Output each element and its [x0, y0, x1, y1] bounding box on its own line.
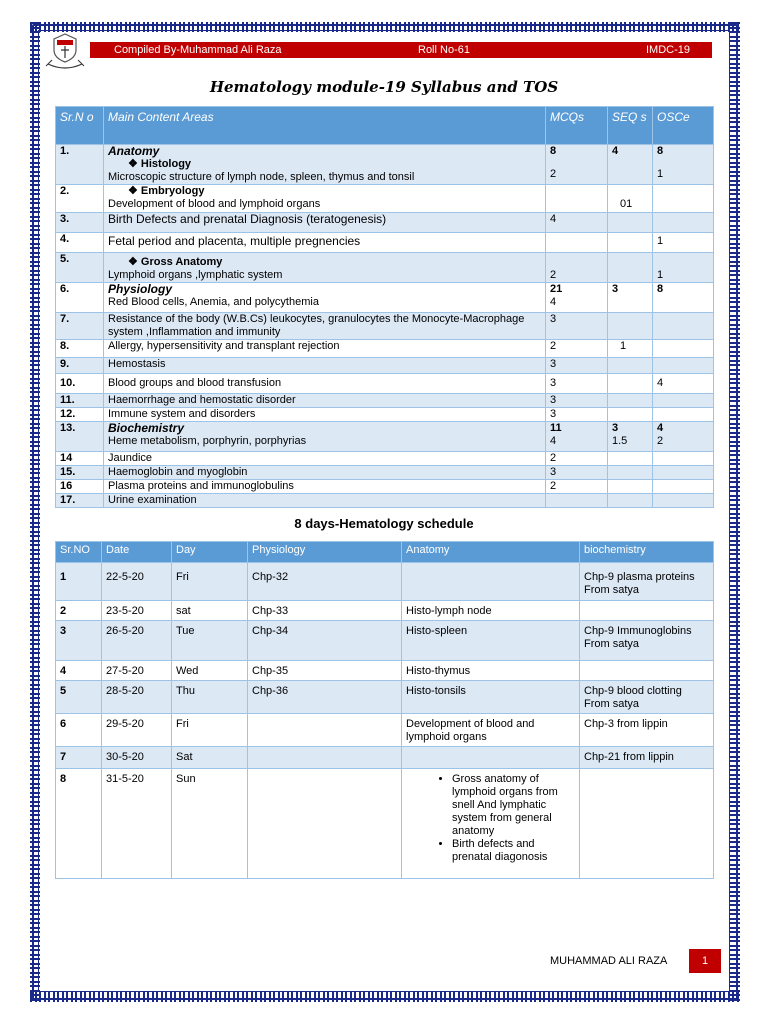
- physiology-cell: [248, 769, 402, 879]
- sr-cell: 2: [56, 601, 102, 621]
- table-row: [56, 185, 714, 213]
- tos-col-sr: Sr.N o: [56, 107, 104, 145]
- day-cell: Fri: [172, 714, 248, 747]
- tos-col-osce: OSCe: [653, 107, 714, 145]
- mcq-cell: 21 4: [546, 283, 608, 313]
- osce-cell: 4 2: [653, 422, 714, 452]
- table-row: [56, 340, 714, 358]
- biochemistry-cell: [580, 661, 714, 681]
- seq-cell: 1: [608, 340, 653, 358]
- border-chain-left: [30, 22, 40, 1002]
- mcq-cell: 3: [546, 374, 608, 394]
- mcq-cell: [546, 233, 608, 253]
- sr-cell: 4: [56, 661, 102, 681]
- physiology-cell: Chp-35: [248, 661, 402, 681]
- footer-author: MUHAMMAD ALI RAZA: [550, 955, 668, 967]
- mcq-cell: [546, 494, 608, 508]
- table-row: [56, 714, 714, 747]
- sr-cell: 3.: [56, 213, 104, 233]
- seq-cell: [608, 480, 653, 494]
- osce-cell: [653, 408, 714, 422]
- physiology-cell: [248, 714, 402, 747]
- date-cell: 30-5-20: [102, 747, 172, 769]
- sched-col-date: Date: [102, 542, 172, 563]
- mcq-cell: 2: [546, 452, 608, 466]
- content-cell: Fetal period and placenta, multiple pregnencies: [104, 233, 546, 253]
- mcq-cell: 4: [546, 213, 608, 233]
- date-cell: 26-5-20: [102, 621, 172, 661]
- mcq-cell: 11 4: [546, 422, 608, 452]
- content-cell: Haemorrhage and hemostatic disorder: [104, 394, 546, 408]
- mcq-cell: 2: [546, 253, 608, 283]
- table-row: [56, 452, 714, 466]
- day-cell: Thu: [172, 681, 248, 714]
- sr-cell: 8: [56, 769, 102, 879]
- table-row: [56, 747, 714, 769]
- physiology-cell: Chp-34: [248, 621, 402, 661]
- tos-col-mcqs: MCQs: [546, 107, 608, 145]
- table-row: [56, 480, 714, 494]
- day-cell: Sun: [172, 769, 248, 879]
- content-cell: Jaundice: [104, 452, 546, 466]
- sr-cell: 13.: [56, 422, 104, 452]
- content-text: Microscopic structure of lymph node, spleen, thymus and tonsil: [108, 171, 415, 183]
- mcq-cell: 2: [546, 480, 608, 494]
- sr-cell: 5: [56, 681, 102, 714]
- content-text: Red Blood cells, Anemia, and polycythemia: [108, 296, 319, 308]
- mcq-cell: 3: [546, 358, 608, 374]
- day-cell: Fri: [172, 563, 248, 601]
- seq-cell: [608, 394, 653, 408]
- table-row: [56, 394, 714, 408]
- physiology-cell: Chp-32: [248, 563, 402, 601]
- tos-table: [55, 106, 714, 508]
- compiled-by: Compiled By-Muhammad Ali Raza: [114, 44, 282, 56]
- osce-cell: [653, 494, 714, 508]
- osce-cell: [653, 358, 714, 374]
- seq-cell: 3 1.5: [608, 422, 653, 452]
- seq-cell: [608, 213, 653, 233]
- date-cell: 28-5-20: [102, 681, 172, 714]
- seq-cell: 3: [608, 283, 653, 313]
- schedule-table: [55, 541, 714, 879]
- table-row: [56, 466, 714, 480]
- date-cell: 23-5-20: [102, 601, 172, 621]
- table-row: [56, 494, 714, 508]
- anatomy-cell: Histo-spleen: [402, 621, 580, 661]
- roll-no: Roll No-61: [418, 44, 470, 56]
- section-heading: Anatomy: [108, 144, 160, 158]
- table-row: [56, 422, 714, 452]
- subsection-heading: ❖ Embryology: [128, 185, 205, 197]
- content-cell: Blood groups and blood transfusion: [104, 374, 546, 394]
- table-row: [56, 145, 714, 185]
- osce-cell: [653, 452, 714, 466]
- content-cell: Urine examination: [104, 494, 546, 508]
- section-heading: Biochemistry: [108, 421, 185, 435]
- content-cell: [104, 185, 546, 213]
- content-cell: Haemoglobin and myoglobin: [104, 466, 546, 480]
- diamond-bullet-icon: ❖: [128, 158, 141, 170]
- anatomy-cell: Development of blood and lymphoid organs: [402, 714, 580, 747]
- sched-col-sr: Sr.NO: [56, 542, 102, 563]
- biochemistry-cell: Chp-9 Immunoglobins From satya: [580, 621, 714, 661]
- sr-cell: 10.: [56, 374, 104, 394]
- seq-cell: [608, 358, 653, 374]
- anatomy-cell: Histo-tonsils: [402, 681, 580, 714]
- schedule-title: 8 days-Hematology schedule: [294, 516, 474, 531]
- table-row: [56, 661, 714, 681]
- sr-cell: 14: [56, 452, 104, 466]
- sched-col-anatomy: Anatomy: [402, 542, 580, 563]
- table-row: [56, 213, 714, 233]
- border-chain-top: [30, 22, 740, 32]
- date-cell: 31-5-20: [102, 769, 172, 879]
- sr-cell: 16: [56, 480, 104, 494]
- table-row: [56, 408, 714, 422]
- table-row: [56, 769, 714, 879]
- osce-cell: [653, 313, 714, 340]
- sr-cell: 6.: [56, 283, 104, 313]
- mcq-cell: 3: [546, 313, 608, 340]
- content-text: Development of blood and lymphoid organs: [108, 198, 321, 210]
- date-cell: 29-5-20: [102, 714, 172, 747]
- anatomy-cell: [402, 563, 580, 601]
- table-row: [56, 374, 714, 394]
- osce-cell: 1: [653, 233, 714, 253]
- anatomy-cell: [402, 747, 580, 769]
- table-row: [56, 601, 714, 621]
- anatomy-cell: Histo-lymph node: [402, 601, 580, 621]
- day-cell: Wed: [172, 661, 248, 681]
- sr-cell: 7: [56, 747, 102, 769]
- schedule-header-row: [56, 542, 714, 563]
- sr-cell: 6: [56, 714, 102, 747]
- batch-label: IMDC-19: [646, 44, 691, 56]
- seq-cell: [608, 408, 653, 422]
- content-cell: [104, 253, 546, 283]
- osce-cell: [653, 340, 714, 358]
- header-bar: [90, 42, 712, 58]
- mcq-cell: 3: [546, 408, 608, 422]
- seq-cell: [608, 313, 653, 340]
- biochemistry-cell: [580, 769, 714, 879]
- table-row: [56, 358, 714, 374]
- seq-cell: [608, 374, 653, 394]
- sr-cell: 11.: [56, 394, 104, 408]
- sr-cell: 5.: [56, 253, 104, 283]
- physiology-cell: [248, 747, 402, 769]
- content-cell: Plasma proteins and immunoglobulins: [104, 480, 546, 494]
- table-row: [56, 621, 714, 661]
- day-cell: Tue: [172, 621, 248, 661]
- osce-cell: [653, 466, 714, 480]
- sr-cell: 9.: [56, 358, 104, 374]
- table-row: [56, 233, 714, 253]
- tos-col-content: Main Content Areas: [104, 107, 546, 145]
- table-row: [56, 313, 714, 340]
- diamond-bullet-icon: ❖: [128, 185, 141, 197]
- sched-col-biochemistry: biochemistry: [580, 542, 714, 563]
- osce-cell: [653, 480, 714, 494]
- sr-cell: 12.: [56, 408, 104, 422]
- osce-cell: 8 1: [653, 145, 714, 185]
- mcq-cell: 3: [546, 394, 608, 408]
- physiology-cell: Chp-33: [248, 601, 402, 621]
- subsection-heading: ❖ Gross Anatomy: [128, 256, 223, 268]
- seq-cell: [608, 494, 653, 508]
- table-row: [56, 253, 714, 283]
- mcq-cell: 2: [546, 340, 608, 358]
- mcq-cell: 3: [546, 466, 608, 480]
- content-cell: Hemostasis: [104, 358, 546, 374]
- content-cell: Allergy, hypersensitivity and transplant rejection: [104, 340, 546, 358]
- physiology-cell: Chp-36: [248, 681, 402, 714]
- college-logo-icon: [42, 30, 88, 72]
- osce-cell: [653, 394, 714, 408]
- biochemistry-cell: Chp-21 from lippin: [580, 747, 714, 769]
- diamond-bullet-icon: ❖: [128, 256, 141, 268]
- anatomy-cell: Histo-thymus: [402, 661, 580, 681]
- table-row: [56, 681, 714, 714]
- biochemistry-cell: Chp-9 blood clotting From satya: [580, 681, 714, 714]
- sr-cell: 1.: [56, 145, 104, 185]
- content-cell: [104, 283, 546, 313]
- seq-cell: [608, 466, 653, 480]
- mcq-cell: 8 2: [546, 145, 608, 185]
- content-text: Heme metabolism, porphyrin, porphyrias: [108, 435, 307, 447]
- page-title: Hematology module-19 Syllabus and TOS: [209, 78, 559, 96]
- border-chain-bottom: [30, 992, 740, 1002]
- sr-cell: 8.: [56, 340, 104, 358]
- section-heading: Physiology: [108, 282, 173, 296]
- page-number: 1: [689, 949, 721, 973]
- osce-cell: 8: [653, 283, 714, 313]
- table-row: [56, 283, 714, 313]
- sr-cell: 4.: [56, 233, 104, 253]
- content-text: Lymphoid organs ,lymphatic system: [108, 269, 283, 281]
- seq-cell: 01: [608, 185, 653, 213]
- anatomy-list: [406, 773, 575, 864]
- seq-cell: [608, 253, 653, 283]
- content-cell: [104, 422, 546, 452]
- content-cell: Immune system and disorders: [104, 408, 546, 422]
- table-row: [56, 563, 714, 601]
- day-cell: sat: [172, 601, 248, 621]
- mcq-cell: [546, 185, 608, 213]
- tos-col-seqs: SEQ s: [608, 107, 653, 145]
- sched-col-day: Day: [172, 542, 248, 563]
- seq-cell: [608, 233, 653, 253]
- osce-cell: 1: [653, 253, 714, 283]
- content-cell: Birth Defects and prenatal Diagnosis (teratogenesis): [104, 213, 546, 233]
- date-cell: 27-5-20: [102, 661, 172, 681]
- list-item: • Birth defects and prenatal diagonosis: [452, 838, 575, 864]
- subsection-heading: ❖ Histology: [128, 158, 192, 170]
- list-item: • Gross anatomy of lymphoid organs from snell And lymphatic system from general anatomy: [452, 773, 575, 838]
- sr-cell: 2.: [56, 185, 104, 213]
- sr-cell: 3: [56, 621, 102, 661]
- date-cell: 22-5-20: [102, 563, 172, 601]
- biochemistry-cell: [580, 601, 714, 621]
- sr-cell: 15.: [56, 466, 104, 480]
- content-cell: Resistance of the body (W.B.Cs) leukocytes, granulocytes the Monocyte-Macrophage system ,Inflammation and immunity: [104, 313, 546, 340]
- biochemistry-cell: Chp-3 from lippin: [580, 714, 714, 747]
- biochemistry-cell: Chp-9 plasma proteins From satya: [580, 563, 714, 601]
- tos-header-row: [56, 107, 714, 145]
- sched-col-physiology: Physiology: [248, 542, 402, 563]
- osce-cell: [653, 185, 714, 213]
- sr-cell: 17.: [56, 494, 104, 508]
- anatomy-cell: [402, 769, 580, 879]
- osce-cell: 4: [653, 374, 714, 394]
- sr-cell: 7.: [56, 313, 104, 340]
- osce-cell: [653, 213, 714, 233]
- sr-cell: 1: [56, 563, 102, 601]
- border-chain-right: [730, 22, 740, 1002]
- seq-cell: 4: [608, 145, 653, 185]
- content-cell: [104, 145, 546, 185]
- seq-cell: [608, 452, 653, 466]
- day-cell: Sat: [172, 747, 248, 769]
